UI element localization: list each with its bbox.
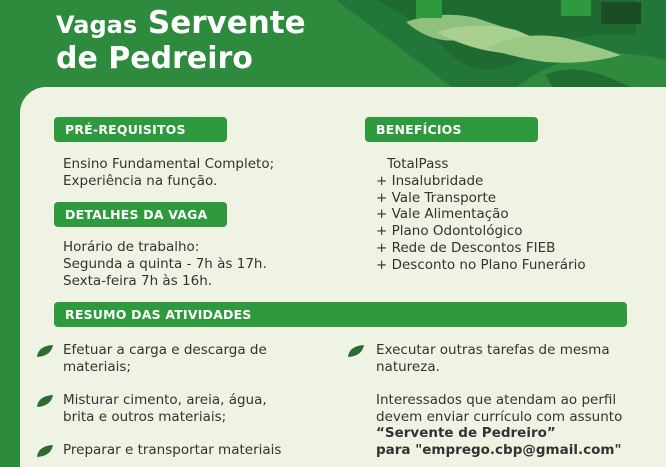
leaf-bullet-icon bbox=[36, 394, 54, 408]
contact-line: devem enviar currículo com assunto bbox=[376, 409, 623, 425]
leaf-bullet-icon bbox=[36, 444, 54, 458]
leaf-bullet-icon bbox=[347, 344, 365, 358]
atividade-item-cont: natureza. bbox=[376, 359, 440, 375]
beneficio-item: + Desconto no Plano Funerário bbox=[376, 257, 586, 273]
atividade-item: Executar outras tarefas de mesma bbox=[376, 342, 610, 358]
beneficio-item: TotalPass bbox=[387, 156, 449, 172]
leaf-bullet-icon bbox=[36, 344, 54, 358]
atividade-item: Preparar e transportar materiais bbox=[63, 442, 282, 458]
atividade-item: Misturar cimento, areia, água, bbox=[63, 392, 267, 408]
section-label-resumo: RESUMO DAS ATIVIDADES bbox=[54, 302, 627, 327]
section-label-detalhes: DETALHES DA VAGA bbox=[54, 202, 227, 227]
beneficio-item: + Rede de Descontos FIEB bbox=[376, 240, 556, 256]
atividade-item: Efetuar a carga e descarga de bbox=[63, 342, 267, 358]
title-main: Servente bbox=[147, 5, 306, 41]
detalhes-line-3: Sexta-feira 7h às 16h. bbox=[63, 273, 213, 289]
section-label-beneficios: BENEFÍCIOS bbox=[365, 117, 538, 142]
contact-email[interactable]: para "emprego.cbp@gmail.com" bbox=[376, 442, 622, 458]
page-title bbox=[56, 6, 306, 76]
title-line2: de Pedreiro bbox=[56, 41, 253, 76]
detalhes-line-2: Segunda a quinta - 7h às 17h. bbox=[63, 256, 267, 272]
contact-subject: “Servente de Pedreiro” bbox=[376, 425, 556, 441]
title-prefix: Vagas bbox=[56, 11, 138, 39]
prerequisito-line-1: Ensino Fundamental Completo; bbox=[63, 156, 275, 172]
atividade-item-cont: brita e outros materiais; bbox=[63, 409, 227, 425]
beneficio-item: + Vale Transporte bbox=[376, 190, 497, 206]
beneficio-item: + Vale Alimentação bbox=[376, 206, 509, 222]
prerequisito-line-2: Experiência na função. bbox=[63, 173, 218, 189]
beneficio-item: + Insalubridade bbox=[376, 173, 484, 189]
section-label-prerequisitos: PRÉ-REQUISITOS bbox=[54, 117, 227, 142]
contact-line: Interessados que atendam ao perfil bbox=[376, 392, 617, 408]
atividade-item-cont: materiais; bbox=[63, 359, 131, 375]
beneficio-item: + Plano Odontológico bbox=[376, 223, 523, 239]
detalhes-line-1: Horário de trabalho: bbox=[63, 239, 200, 255]
